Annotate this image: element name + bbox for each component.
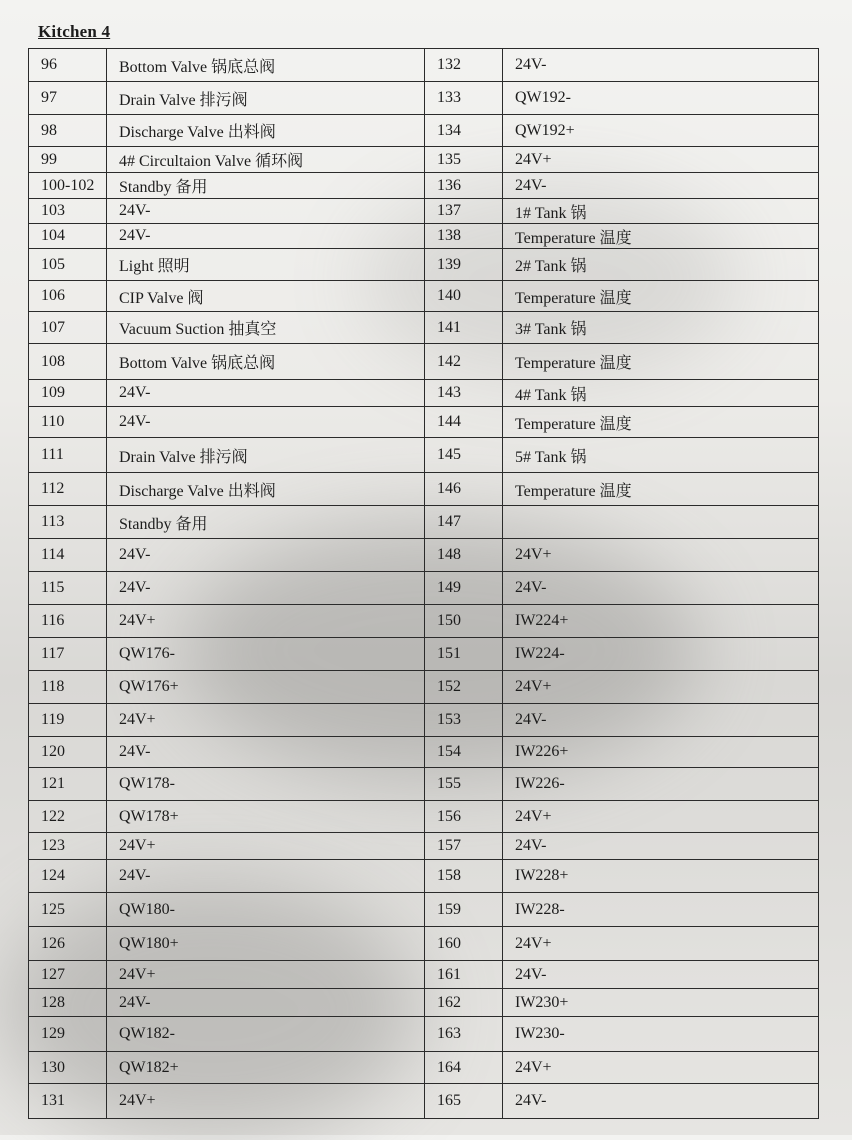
terminal-number-left: 108 [29,344,107,380]
terminal-number-left: 126 [29,927,107,961]
table-row [29,833,819,860]
terminal-label-right: IW228- [503,893,819,927]
wiring-terminal-table [28,48,819,1119]
table-row [29,989,819,1017]
terminal-number-right: 164 [425,1052,503,1084]
terminal-number-left: 97 [29,82,107,115]
terminal-number-right: 137 [425,199,503,224]
terminal-label-left: Discharge Valve 出料阀 [107,473,425,506]
terminal-label-left: QW182- [107,1017,425,1052]
terminal-number-right: 144 [425,407,503,438]
terminal-label-left: 24V- [107,539,425,572]
terminal-number-left: 119 [29,704,107,737]
table-row [29,249,819,281]
terminal-label-left: Drain Valve 排污阀 [107,82,425,115]
terminal-label-left: QW182+ [107,1052,425,1084]
terminal-label-right: Temperature 温度 [503,281,819,312]
table-row [29,860,819,893]
table-row [29,115,819,147]
terminal-label-right: IW230- [503,1017,819,1052]
terminal-number-left: 129 [29,1017,107,1052]
terminal-number-left: 125 [29,893,107,927]
table-row [29,768,819,801]
table-row [29,539,819,572]
terminal-number-left: 99 [29,147,107,173]
terminal-number-left: 112 [29,473,107,506]
terminal-label-right: 24V- [503,961,819,989]
table-row [29,380,819,407]
terminal-number-left: 113 [29,506,107,539]
terminal-number-left: 123 [29,833,107,860]
terminal-number-right: 162 [425,989,503,1017]
table-row [29,961,819,989]
table-row [29,1052,819,1084]
terminal-number-right: 148 [425,539,503,572]
terminal-number-right: 155 [425,768,503,801]
terminal-label-right: 5# Tank 锅 [503,438,819,473]
terminal-label-left: 24V+ [107,704,425,737]
terminal-number-left: 109 [29,380,107,407]
terminal-number-right: 136 [425,173,503,199]
terminal-label-left: Light 照明 [107,249,425,281]
table-row [29,281,819,312]
terminal-label-right: Temperature 温度 [503,224,819,249]
table-row [29,224,819,249]
terminal-label-left: 24V+ [107,961,425,989]
terminal-label-left: 4# Circultaion Valve 循环阀 [107,147,425,173]
terminal-number-right: 157 [425,833,503,860]
terminal-label-left: 24V+ [107,605,425,638]
terminal-label-left: 24V- [107,407,425,438]
terminal-label-right: 24V- [503,572,819,605]
terminal-number-right: 133 [425,82,503,115]
table-body [29,49,819,1119]
terminal-label-right: IW224+ [503,605,819,638]
table-row [29,572,819,605]
table-row [29,506,819,539]
table-row [29,671,819,704]
terminal-label-left: CIP Valve 阀 [107,281,425,312]
terminal-number-left: 116 [29,605,107,638]
terminal-label-right: QW192- [503,82,819,115]
terminal-number-left: 122 [29,801,107,833]
terminal-number-right: 158 [425,860,503,893]
terminal-number-right: 151 [425,638,503,671]
table-row [29,473,819,506]
terminal-label-right: 24V+ [503,671,819,704]
terminal-number-left: 105 [29,249,107,281]
terminal-label-left: 24V- [107,199,425,224]
terminal-label-left: 24V+ [107,833,425,860]
terminal-label-left: QW180- [107,893,425,927]
terminal-label-right: IW226- [503,768,819,801]
terminal-label-right: 24V+ [503,801,819,833]
terminal-number-left: 124 [29,860,107,893]
terminal-number-right: 149 [425,572,503,605]
terminal-number-left: 131 [29,1084,107,1119]
terminal-label-left: Bottom Valve 锅底总阀 [107,49,425,82]
table-row [29,312,819,344]
terminal-number-right: 147 [425,506,503,539]
terminal-number-left: 110 [29,407,107,438]
terminal-label-right: 24V+ [503,927,819,961]
table-row [29,49,819,82]
table-row [29,173,819,199]
terminal-label-left: Standby 备用 [107,506,425,539]
terminal-label-left: Discharge Valve 出料阀 [107,115,425,147]
terminal-label-left: Drain Valve 排污阀 [107,438,425,473]
terminal-label-right: 24V- [503,704,819,737]
terminal-number-left: 121 [29,768,107,801]
terminal-number-right: 159 [425,893,503,927]
terminal-label-right: 24V- [503,1084,819,1119]
terminal-number-right: 146 [425,473,503,506]
table-row [29,737,819,768]
terminal-number-left: 128 [29,989,107,1017]
table-row [29,638,819,671]
terminal-label-left: QW176+ [107,671,425,704]
terminal-number-left: 115 [29,572,107,605]
page-title: Kitchen 4 [38,22,111,41]
terminal-number-right: 150 [425,605,503,638]
terminal-label-right: 3# Tank 锅 [503,312,819,344]
terminal-number-right: 140 [425,281,503,312]
terminal-label-right: 24V- [503,833,819,860]
terminal-number-right: 153 [425,704,503,737]
table-row [29,199,819,224]
terminal-label-left: Bottom Valve 锅底总阀 [107,344,425,380]
terminal-label-left: QW178- [107,768,425,801]
terminal-number-right: 134 [425,115,503,147]
terminal-label-right: 1# Tank 锅 [503,199,819,224]
terminal-label-right: IW230+ [503,989,819,1017]
terminal-label-right: 24V- [503,173,819,199]
terminal-label-left: 24V+ [107,1084,425,1119]
terminal-number-right: 132 [425,49,503,82]
table-row [29,801,819,833]
terminal-number-left: 114 [29,539,107,572]
terminal-label-right: 4# Tank 锅 [503,380,819,407]
terminal-number-right: 163 [425,1017,503,1052]
table-row [29,1017,819,1052]
terminal-number-right: 160 [425,927,503,961]
terminal-label-right: IW228+ [503,860,819,893]
terminal-number-right: 143 [425,380,503,407]
terminal-label-left: 24V- [107,737,425,768]
terminal-label-left: 24V- [107,224,425,249]
table-row [29,147,819,173]
terminal-number-left: 118 [29,671,107,704]
table-row [29,704,819,737]
table-row [29,82,819,115]
terminal-label-left: QW180+ [107,927,425,961]
table-row [29,438,819,473]
terminal-number-right: 156 [425,801,503,833]
table-row [29,927,819,961]
terminal-number-left: 96 [29,49,107,82]
terminal-number-right: 135 [425,147,503,173]
table-row [29,605,819,638]
terminal-label-left: QW178+ [107,801,425,833]
terminal-label-right: 2# Tank 锅 [503,249,819,281]
terminal-number-right: 152 [425,671,503,704]
terminal-label-right: Temperature 温度 [503,407,819,438]
terminal-label-left: 24V- [107,380,425,407]
terminal-number-right: 165 [425,1084,503,1119]
table-row [29,407,819,438]
terminal-number-left: 106 [29,281,107,312]
terminal-label-right: IW226+ [503,737,819,768]
terminal-number-left: 111 [29,438,107,473]
terminal-label-right: Temperature 温度 [503,473,819,506]
terminal-label-left: QW176- [107,638,425,671]
terminal-number-right: 139 [425,249,503,281]
terminal-label-right: IW224- [503,638,819,671]
table-row [29,344,819,380]
terminal-label-right: 24V+ [503,1052,819,1084]
table-row [29,893,819,927]
terminal-number-right: 138 [425,224,503,249]
terminal-label-left: Vacuum Suction 抽真空 [107,312,425,344]
terminal-label-left: 24V- [107,572,425,605]
terminal-label-right: 24V- [503,49,819,82]
terminal-number-left: 117 [29,638,107,671]
terminal-number-right: 141 [425,312,503,344]
terminal-label-right: 24V+ [503,539,819,572]
terminal-label-right: QW192+ [503,115,819,147]
terminal-number-left: 130 [29,1052,107,1084]
terminal-number-right: 142 [425,344,503,380]
terminal-label-left: 24V- [107,860,425,893]
terminal-label-right: 24V+ [503,147,819,173]
terminal-number-left: 120 [29,737,107,768]
terminal-number-left: 103 [29,199,107,224]
terminal-number-left: 107 [29,312,107,344]
terminal-number-right: 161 [425,961,503,989]
terminal-number-left: 98 [29,115,107,147]
terminal-label-left: 24V- [107,989,425,1017]
table-row [29,1084,819,1119]
terminal-number-right: 145 [425,438,503,473]
terminal-number-right: 154 [425,737,503,768]
terminal-label-right: Temperature 温度 [503,344,819,380]
terminal-number-left: 127 [29,961,107,989]
terminal-number-left: 100-102 [29,173,107,199]
terminal-number-left: 104 [29,224,107,249]
terminal-label-right [503,506,819,539]
terminal-label-left: Standby 备用 [107,173,425,199]
